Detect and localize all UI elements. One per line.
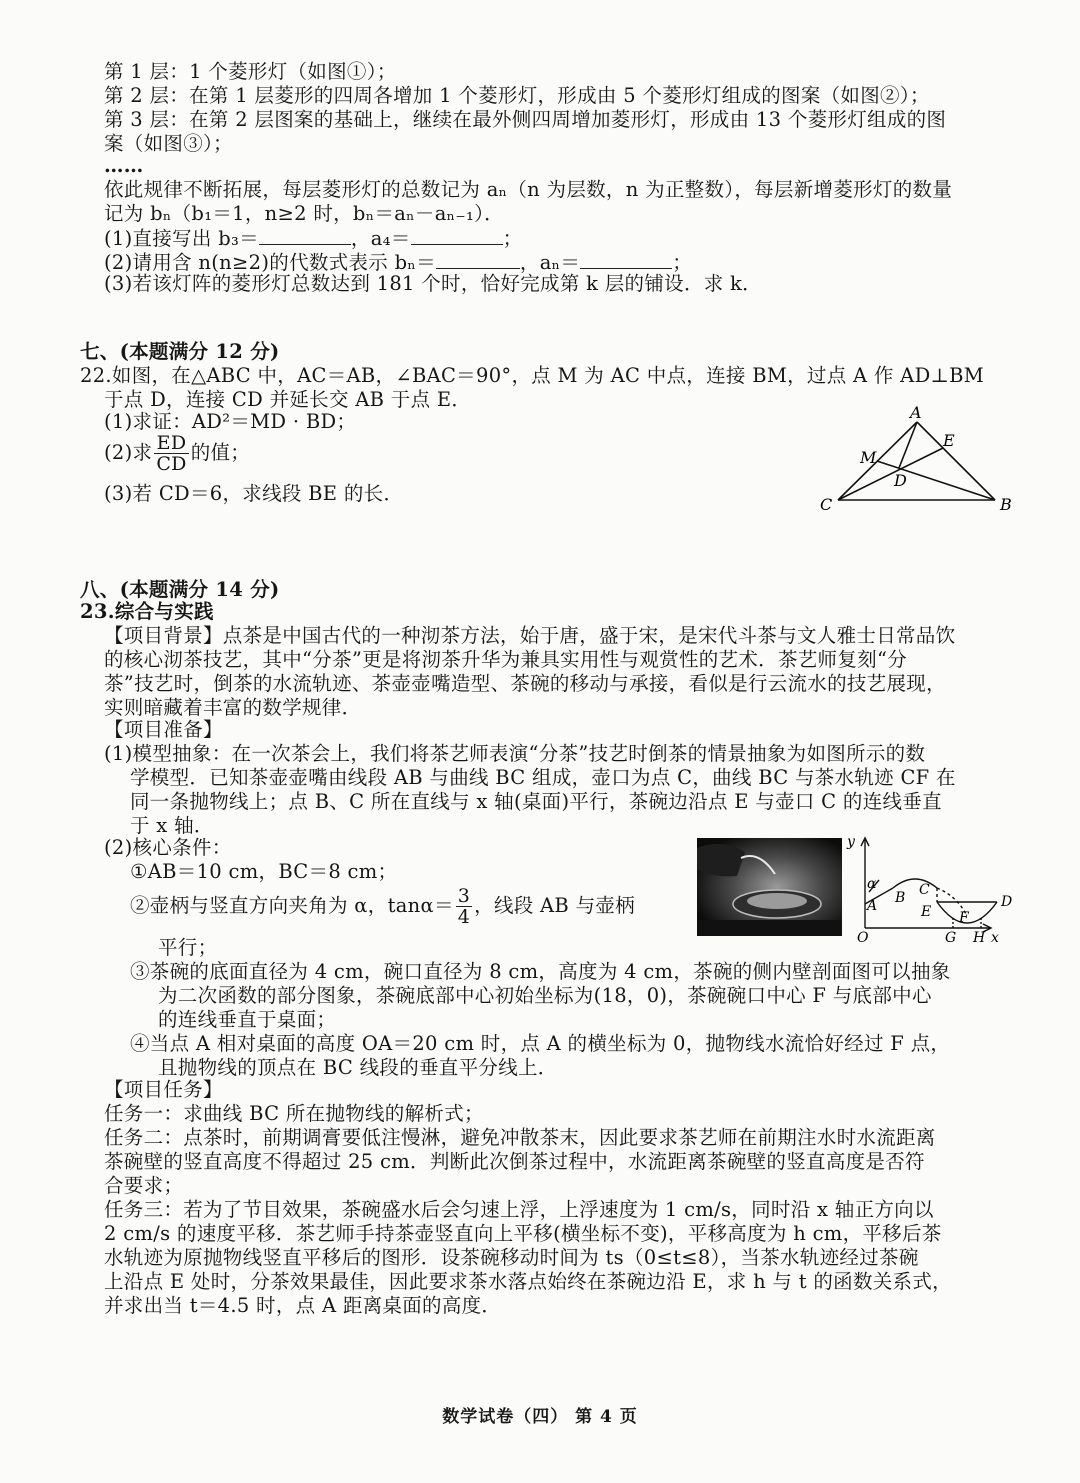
label-alpha: α [867,876,877,892]
label-b: B [895,890,906,906]
answer-blank-an[interactable] [580,250,672,269]
label-c: C [820,495,833,514]
p22-stem-b: 于点 D，连接 CD 并延长交 AB 于点 E． [104,388,472,411]
p22-q2-fraction [154,433,188,474]
p23-task-heading: 【项目任务】 [104,1078,223,1101]
answer-blank-b3[interactable] [259,226,351,245]
label-a: A [910,403,922,422]
segment-ad [899,422,917,468]
p23-task-2-b: 茶碗壁的竖直高度不得超过 25 cm．判断此次倒茶过程中，水流距离茶碗壁的竖直高度是否符 [104,1150,925,1173]
segment-ab [917,422,995,500]
triangle-figure [810,400,1020,515]
p21-q2-text-a: (2)请用含 n(n≥2)的代数式表示 bₙ＝ [104,251,436,274]
p23-task-1: 任务一：求曲线 BC 所在抛物线的解析式； [104,1102,484,1125]
p23-c2-post: ，线段 AB 与壶柄 [474,894,635,917]
p22-stem-a: 22.如图，在△ABC 中，AC＝AB，∠BAC＝90°，点 M 为 AC 中点，连接 BM，过点 A 作 AD⊥BM [80,364,985,387]
tea-coordinate-figure [845,830,1020,948]
page-footer: 数学试卷（四） 第 4 页 [442,1407,638,1427]
curve-bc [893,879,937,888]
p21-question-3: (3)若该灯阵的菱形灯总数达到 181 个时，恰好完成第 k 层的铺设．求 k． [104,272,762,295]
p23-condition-1: ①AB＝10 cm，BC＝8 cm； [130,860,398,883]
p21-rule-b: 记为 bₙ（b₁＝1，n≥2 时，bₙ＝aₙ－aₙ₋₁）． [104,202,504,225]
p22-question-1: (1)求证：AD²＝MD · BD； [104,410,357,433]
label-d: D [894,471,907,490]
label-b: B [1000,495,1012,514]
p21-q1-text-b: ，a₄＝ [350,227,411,250]
label-e: E [921,904,932,920]
label-f: F [959,910,969,926]
p23-condition-4-a: ④当点 A 相对桌面的高度 OA＝20 cm 时，点 A 的横坐标为 0，抛物线水流恰好经过 F 点， [130,1032,951,1055]
p23-condition-3-c: 的连线垂直于桌面； [158,1008,337,1031]
p23-background-4: 实则暗藏着丰富的数学规律． [104,696,362,719]
p23-title: 23.综合与实践 [80,600,214,623]
label-e: E [943,431,955,450]
p23-prep-heading: 【项目准备】 [104,718,223,741]
p23-section-heading: 八、(本题满分 14 分) [80,578,280,601]
p22-q2-post: 的值； [190,441,251,464]
p23-task-2-a: 任务二：点茶时，前期调膏要低注慢淋，避免冲散茶末，因此要求茶艺师在前期注水时水流距离 [104,1126,936,1149]
p21-layer3-b: 案（如图③）； [104,132,233,155]
p23-background-3: 茶”技艺时，倒茶的水流轨迹、茶壶壶嘴造型、茶碗的移动与承接，看似是行云流水的技艺展现， [104,672,946,695]
fraction-denominator: CD [156,453,187,475]
p23-task-3-e: 并求出当 t＝4.5 时，点 A 距离桌面的高度． [104,1294,502,1317]
p21-layer2: 第 2 层：在第 1 层菱形的四周各增加 1 个菱形灯，形成由 5 个菱形灯组成的图案（如图②）； [104,84,930,107]
p23-core-heading: (2)核心条件： [104,836,232,859]
p21-q1-text-a: (1)直接写出 b₃＝ [104,227,259,250]
label-d: D [1001,894,1013,910]
p23-condition-3-b: 为二次函数的部分图象，茶碗底部中心初始坐标为(18，0)，茶碗碗口中心 F 与底部中心 [158,984,932,1007]
p23-condition-3-a: ③茶碗的底面直径为 4 cm，碗口直径为 8 cm，高度为 4 cm，茶碗的侧内壁剖面图可以抽象 [130,960,951,983]
p23-model-1: (1)模型抽象：在一次茶会上，我们将茶艺师表演“分茶”技艺时倒茶的情景抽象为如图所示的数 [104,742,926,765]
p23-task-2-c: 合要求； [104,1174,184,1197]
p23-background-2: 的核心沏茶技艺，其中“分茶”更是将沏茶升华为兼具实用性与观赏性的艺术．茶艺师复刻“分 [104,648,908,671]
segment-ce [838,448,943,500]
label-c: C [919,882,930,898]
fraction-numerator: 3 [457,885,471,907]
p23-model-2: 学模型．已知茶壶壶嘴由线段 AB 与曲线 BC 组成，壶口为点 C，曲线 BC 与茶水轨迹 CF 在 [130,766,956,789]
fraction-numerator: ED [154,433,188,454]
tan-alpha-fraction [456,886,472,927]
label-h: H [973,930,986,946]
tea-pouring-photo [697,838,842,936]
label-y: y [847,834,855,850]
tea-photo-illustration [697,838,842,936]
p23-condition-2 [130,884,635,928]
label-x: x [991,930,999,946]
p23-task-3-d: 上沿点 E 处时，分茶效果最佳，因此要求茶水落点始终在茶碗边沿 E，求 h 与 t 的函数关系式， [104,1270,952,1293]
p21-ellipsis: …… [104,154,144,177]
p23-task-3-a: 任务三：若为了节目效果，茶碗盛水后会匀速上浮，上浮速度为 1 cm/s，同时沿 x 轴正方向以 [104,1198,934,1221]
p21-rule-a: 依此规律不断拓展，每层菱形灯的总数记为 aₙ（n 为层数，n 为正整数），每层新增菱形灯的数量 [104,178,953,201]
p23-model-3: 同一条抛物线上；点 B、C 所在直线与 x 轴(桌面)平行，茶碗边沿点 E 与壶口 C 的连线垂直 [130,790,942,813]
p23-background-1: 【项目背景】点茶是中国古代的一种沏茶方法，始于唐，盛于宋，是宋代斗茶与文人雅士日常品饮 [104,624,956,647]
p21-question-1 [104,226,522,251]
fraction-denominator: 4 [457,906,471,928]
p23-task-3-b: 2 cm/s 的速度平移．茶艺师手持茶壶竖直向上平移(横坐标不变)，平移高度为 h cm，平移后茶 [104,1222,942,1245]
label-o: O [857,930,869,946]
p23-c2-pre: ②壶柄与竖直方向夹角为 α，tanα＝ [130,894,454,917]
answer-blank-a4[interactable] [411,226,503,245]
p22-question-2 [104,432,250,474]
p21-q1-text-c: ； [502,227,523,250]
label-a: A [867,898,878,914]
p21-layer1: 第 1 层：1 个菱形灯（如图①）； [104,60,397,83]
p23-condition-4-b: 且抛物线的顶点在 BC 线段的垂直平分线上． [158,1056,558,1079]
answer-blank-bn[interactable] [436,250,520,269]
label-m: M [860,448,877,467]
p23-task-3-c: 水轨迹为原抛物线竖直平移后的图形．设茶碗移动时间为 ts（0≤t≤8），当茶水轨迹经过茶碗 [104,1246,919,1269]
p23-condition-2-b: 平行； [158,936,218,959]
p21-q2-text-c: ； [672,251,692,274]
p22-q2-pre: (2)求 [104,441,153,464]
label-g: G [945,930,957,946]
p21-layer3-a: 第 3 层：在第 2 层图案的基础上，继续在最外侧四周增加菱形灯，形成由 13 个菱形灯组成的图 [104,108,947,131]
p23-model-4: 于 x 轴． [130,814,214,837]
p22-section-heading: 七、(本题满分 12 分) [80,340,280,363]
p22-question-3: (3)若 CD＝6，求线段 BE 的长． [104,482,404,505]
p21-q2-text-b: ，aₙ＝ [519,251,581,274]
